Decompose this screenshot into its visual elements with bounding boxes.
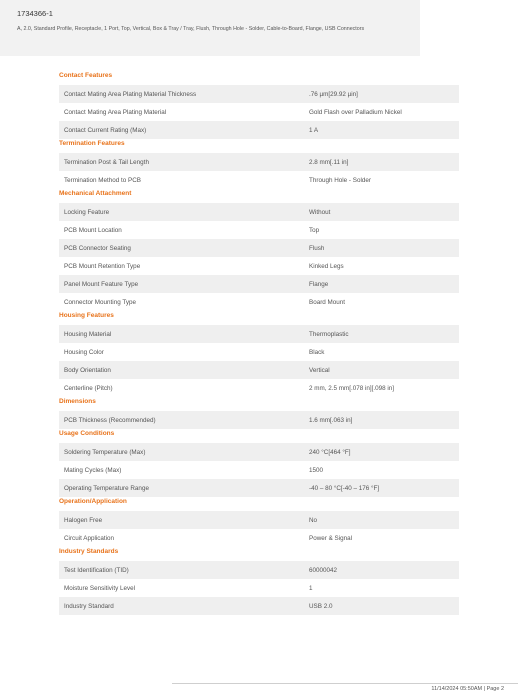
spec-value: 1.6 mm[.063 in] bbox=[309, 416, 353, 424]
spec-row bbox=[59, 239, 459, 257]
spec-label: Connector Mounting Type bbox=[64, 298, 136, 306]
spec-label: Contact Mating Area Plating Material Thickness bbox=[64, 90, 197, 98]
spec-row bbox=[59, 511, 459, 529]
page-header bbox=[0, 0, 420, 56]
spec-section bbox=[59, 311, 459, 397]
spec-value: Flange bbox=[309, 280, 329, 288]
spec-label: Housing Color bbox=[64, 348, 104, 356]
spec-value: Top bbox=[309, 226, 320, 234]
spec-row bbox=[59, 479, 459, 497]
spec-label: Contact Mating Area Plating Material bbox=[64, 108, 167, 116]
spec-label: PCB Connector Seating bbox=[64, 244, 131, 252]
spec-row bbox=[59, 361, 459, 379]
spec-row bbox=[59, 579, 459, 597]
spec-label: Contact Current Rating (Max) bbox=[64, 126, 147, 134]
spec-row bbox=[59, 257, 459, 275]
spec-value: 2 mm, 2.5 mm[.078 in][.098 in] bbox=[309, 384, 395, 392]
spec-section bbox=[59, 139, 459, 189]
spec-label: PCB Thickness (Recommended) bbox=[64, 416, 156, 424]
spec-value: 60000042 bbox=[309, 566, 338, 574]
spec-label: Locking Feature bbox=[64, 208, 110, 216]
spec-label: Halogen Free bbox=[64, 516, 103, 524]
spec-value: No bbox=[309, 516, 318, 524]
spec-section bbox=[59, 397, 459, 429]
spec-value: Without bbox=[309, 208, 331, 216]
spec-label: Mating Cycles (Max) bbox=[64, 466, 122, 474]
spec-label: Operating Temperature Range bbox=[64, 484, 149, 492]
spec-row bbox=[59, 325, 459, 343]
section-title: Housing Features bbox=[59, 312, 114, 319]
spec-row bbox=[59, 529, 459, 547]
spec-row bbox=[59, 343, 459, 361]
spec-row bbox=[59, 597, 459, 615]
section-title: Mechanical Attachment bbox=[59, 190, 132, 197]
spec-label: Test Identification (TID) bbox=[64, 566, 129, 574]
spec-value: 1 bbox=[309, 584, 313, 592]
spec-section bbox=[59, 429, 459, 497]
spec-label: Centerline (Pitch) bbox=[64, 384, 113, 392]
spec-row bbox=[59, 121, 459, 139]
spec-label: Soldering Temperature (Max) bbox=[64, 448, 146, 456]
spec-row bbox=[59, 221, 459, 239]
spec-row bbox=[59, 275, 459, 293]
spec-label: Termination Post & Tail Length bbox=[64, 158, 149, 166]
spec-value: Kinked Legs bbox=[309, 262, 344, 270]
spec-label: Circuit Application bbox=[64, 534, 115, 542]
spec-value: Black bbox=[309, 348, 325, 356]
spec-row bbox=[59, 461, 459, 479]
section-title: Termination Features bbox=[59, 140, 125, 147]
spec-label: Industry Standard bbox=[64, 602, 114, 610]
section-title: Contact Features bbox=[59, 72, 113, 79]
spec-content bbox=[59, 71, 459, 615]
spec-value: Through Hole - Solder bbox=[309, 176, 371, 184]
spec-value: Board Mount bbox=[309, 298, 346, 306]
spec-value: Vertical bbox=[309, 366, 330, 374]
spec-row bbox=[59, 103, 459, 121]
section-title: Industry Standards bbox=[59, 548, 119, 555]
spec-row bbox=[59, 379, 459, 397]
spec-value: 1 A bbox=[309, 126, 319, 134]
page-footer: 11/14/2024 05:50AM | Page 2 bbox=[431, 686, 504, 692]
spec-label: Body Orientation bbox=[64, 366, 111, 374]
part-number: 1734366-1 bbox=[17, 9, 53, 18]
spec-value: 240 °C[464 °F] bbox=[309, 448, 351, 456]
section-title: Dimensions bbox=[59, 398, 96, 405]
spec-label: PCB Mount Retention Type bbox=[64, 262, 141, 270]
spec-value: USB 2.0 bbox=[309, 602, 333, 610]
spec-row bbox=[59, 85, 459, 103]
spec-row bbox=[59, 171, 459, 189]
spec-value: 1500 bbox=[309, 466, 324, 474]
spec-row bbox=[59, 203, 459, 221]
spec-section bbox=[59, 71, 459, 139]
spec-row bbox=[59, 443, 459, 461]
spec-label: PCB Mount Location bbox=[64, 226, 122, 234]
spec-label: Termination Method to PCB bbox=[64, 176, 141, 184]
spec-value: 2.8 mm[.11 in] bbox=[309, 158, 349, 166]
spec-row bbox=[59, 293, 459, 311]
spec-section bbox=[59, 189, 459, 311]
spec-value: Power & Signal bbox=[309, 534, 353, 542]
spec-label: Moisture Sensitivity Level bbox=[64, 584, 136, 592]
spec-section bbox=[59, 497, 459, 547]
product-description: A, 2.0, Standard Profile, Receptacle, 1 Port, Top, Vertical, Box & Tray / Tray, Flush, Through Hole - Solder, Cable-to-Board, Flange, USB Connectors bbox=[17, 26, 365, 32]
spec-value: Thermoplastic bbox=[309, 330, 349, 338]
spec-row bbox=[59, 561, 459, 579]
spec-value: Flush bbox=[309, 244, 325, 252]
section-title: Operation/Application bbox=[59, 498, 127, 505]
spec-row bbox=[59, 411, 459, 429]
spec-value: -40 – 80 °C[-40 – 176 °F] bbox=[309, 484, 380, 492]
section-title: Usage Conditions bbox=[59, 430, 115, 437]
spec-label: Housing Material bbox=[64, 330, 112, 338]
spec-value: .76 µm[29.92 µin] bbox=[309, 90, 358, 98]
footer-divider bbox=[172, 683, 518, 684]
spec-value: Gold Flash over Palladium Nickel bbox=[309, 108, 402, 116]
spec-section bbox=[59, 547, 459, 615]
spec-row bbox=[59, 153, 459, 171]
spec-label: Panel Mount Feature Type bbox=[64, 280, 139, 288]
